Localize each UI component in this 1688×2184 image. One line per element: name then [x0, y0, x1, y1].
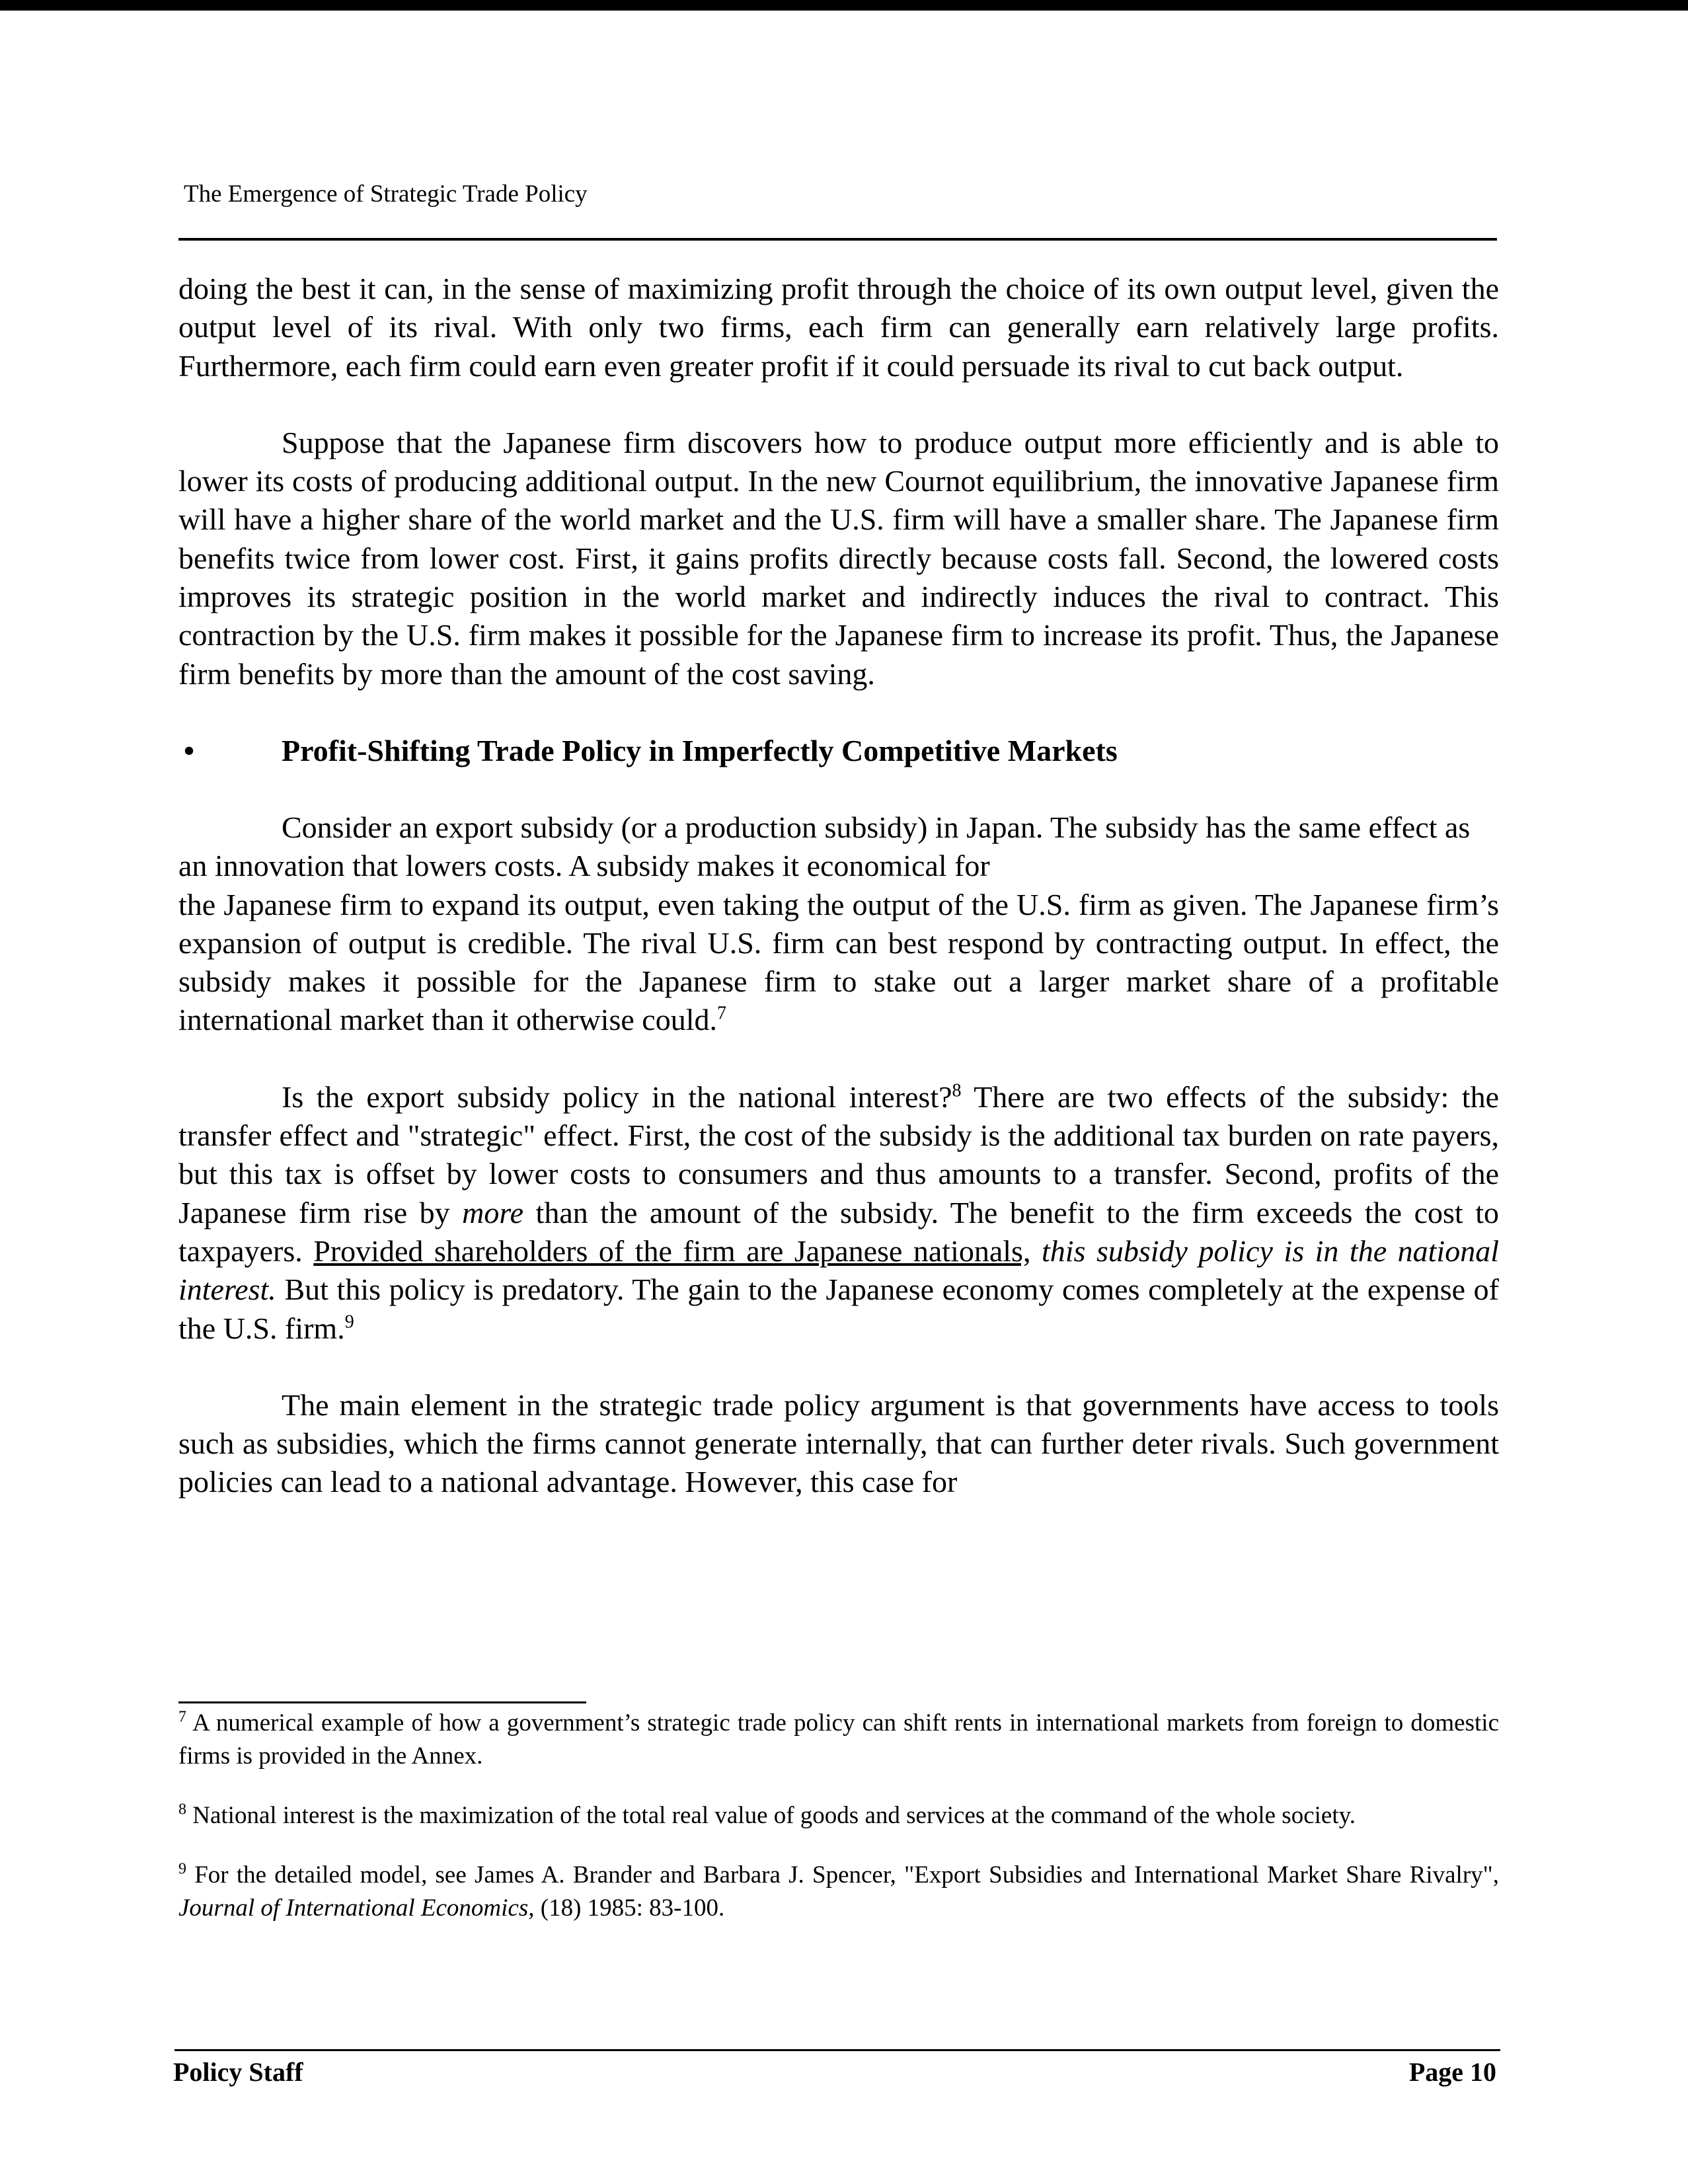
footnote-9-journal: Journal of International Economics,: [178, 1894, 535, 1922]
footer-rule: [174, 2049, 1500, 2051]
section-heading: [178, 732, 1499, 770]
footnote-7-text: A numerical example of how a government’s strategic trade policy can shift rents in international markets from foreign to domestic firms is provided in the Annex.: [178, 1709, 1499, 1770]
p4-text-b: There are two effects of the subsidy: the transfer effect and "strategic" effect. First, the cost of the subsidy is the additional tax burden on rate payers, but this tax is offset by lower costs to consumers and thus amounts to a transfer. Second, profits of the Japanese firm rise by: [178, 1079, 1499, 1229]
page-number: Page 10: [1408, 2057, 1496, 2087]
footnote-8: [178, 1799, 1499, 1832]
section-heading-text: Profit-Shifting Trade Policy in Imperfectly Competitive Markets: [282, 733, 1118, 767]
paragraph-3-continued-text: the Japanese firm to expand its output, even taking the output of the U.S. firm as given. The Japanese firm’s expansion of output is credible. The rival U.S. firm can best respond by contracting output. In effect, the subsidy makes it possible for the Japanese firm to stake out a larger market share of a profitable international market than it otherwise could.: [178, 887, 1499, 1037]
footnote-ref-8: 8: [952, 1080, 962, 1101]
footnote-8-number: 8: [178, 1801, 186, 1818]
running-header: The Emergence of Strategic Trade Policy: [184, 180, 588, 208]
top-border: [0, 0, 1688, 11]
p4-text-d: But this policy is predatory. The gain to the Japanese economy comes completely at the expense of the U.S. firm.: [178, 1272, 1499, 1345]
p4-emphasis-more: more: [462, 1195, 524, 1229]
header-rule: [178, 238, 1497, 241]
p4-text-c: than the amount of the subsidy. The benefit to the firm exceeds the cost to taxpayers.: [178, 1195, 1500, 1268]
footnote-ref-7: 7: [716, 1003, 726, 1025]
p4-italic-clause: this subsidy policy is in the national interest.: [178, 1233, 1499, 1307]
footnote-9-text-b: (18) 1985: 83-100.: [534, 1894, 725, 1922]
p4-space: [1030, 1234, 1042, 1268]
body-text: [178, 270, 1499, 1502]
p4-underlined-clause: Provided shareholders of the firm are Japanese nationals,: [313, 1233, 1031, 1268]
p4-text-a: Is the export subsidy policy in the national interest?: [282, 1079, 952, 1114]
footnote-8-text: National interest is the maximization of the total real value of goods and services at the command of the whole society.: [186, 1802, 1356, 1829]
footnote-rule: [178, 1701, 586, 1703]
footnote-7-number: 7: [178, 1708, 186, 1726]
footnote-9-text-a: For the detailed model, see James A. Brander and Barbara J. Spencer, "Export Subsidies and International Market Share Rivalry",: [186, 1861, 1499, 1889]
paragraph-5: The main element in the strategic trade policy argument is that governments have access to tools such as subsidies, which the firms cannot generate internally, that can further deter rivals. Such government policies can lead to a national advantage. However, this case for: [178, 1387, 1499, 1499]
paragraph-3: Consider an export subsidy (or a production subsidy) in Japan. The subsidy has the same effect as an innovation that lowers costs. A subsidy makes it economical for: [178, 810, 1471, 883]
paragraph-2: Suppose that the Japanese firm discovers how to produce output more efficiently and is able to lower its costs of producing additional output. In the new Cournot equilibrium, the innovative Japanese firm will have a higher share of the world market and the U.S. firm will have a smaller share. The Japanese firm benefits twice from lower cost. First, it gains profits directly because costs fall. Second, the lowered costs improves its strategic position in the world market and indirectly induces the rival to contract. This contraction by the U.S. firm makes it possible for the Japanese firm to increase its profit. Thus, the Japanese firm benefits by more than the amount of the cost saving.: [178, 425, 1499, 691]
footnote-9-number: 9: [178, 1860, 186, 1878]
footnotes: [178, 1707, 1499, 1951]
footer-department: Policy Staff: [173, 2057, 303, 2087]
footnote-ref-9: 9: [344, 1311, 354, 1333]
bullet-icon: •: [184, 733, 195, 767]
paragraph-4: [178, 1078, 1499, 1348]
footnote-9: [178, 1859, 1499, 1925]
footnote-7: [178, 1707, 1499, 1773]
paragraph-1: doing the best it can, in the sense of maximizing profit through the choice of its own output level, given the output level of its rival. With only two firms, each firm can generally earn relatively large profits. Furthermore, each firm could earn even greater profit if it could persuade its rival to cut back output.: [178, 272, 1499, 383]
paragraph-3-continued: [178, 886, 1499, 1040]
